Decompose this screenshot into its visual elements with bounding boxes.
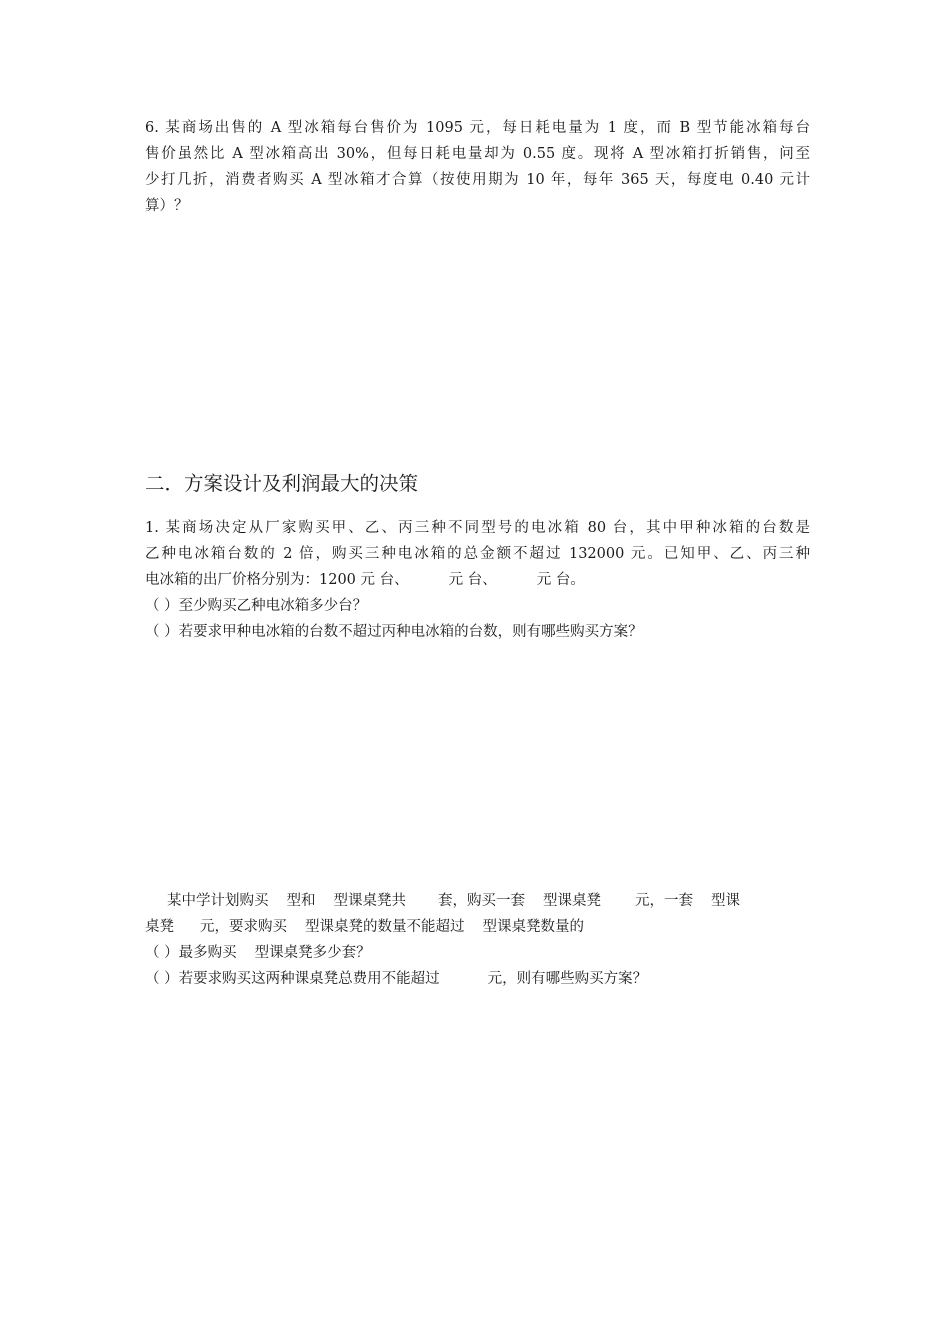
text-run: 型和 bbox=[286, 893, 316, 909]
text-run: （ ）最多购买 bbox=[145, 945, 237, 961]
problem-6-line-4: 算）？ bbox=[145, 198, 189, 214]
text-run: 型课桌凳 bbox=[543, 893, 601, 909]
text-run: 型课桌凳数量的 bbox=[482, 919, 584, 935]
problem-2-line-1 bbox=[145, 888, 810, 914]
problem-1-question-1: （ ）至少购买乙种电冰箱多少台？ bbox=[145, 598, 368, 614]
problem-6-line-1: 6. 某商场出售的 A 型冰箱每台售价为 1095 元，每日耗电量为 1 度，而 B 型节能冰箱每台 bbox=[145, 120, 810, 136]
problem-1-line-2: 乙种电冰箱台数的 2 倍，购买三种电冰箱的总金额不超过 132000 元。已知甲、乙、丙三种 bbox=[145, 546, 810, 562]
problem-1-line-3 bbox=[145, 567, 810, 593]
text-run: 型课 bbox=[711, 893, 740, 909]
problem-6-line-2: 售价虽然比 A 型冰箱高出 30%，但每日耗电量却为 0.55 度。现将 A 型冰箱打折销售，问至 bbox=[145, 146, 810, 162]
text-run: （ ）若要求购买这两种课桌凳总费用不能超过 bbox=[145, 971, 440, 987]
text-run: 套，购买一套 bbox=[438, 893, 525, 909]
problem-2-question-1 bbox=[145, 940, 810, 966]
problem-2 bbox=[145, 888, 810, 992]
text-run: 元，则有哪些购买方案？ bbox=[487, 971, 648, 987]
text-run: 元，要求购买 bbox=[200, 919, 287, 935]
problem-2-line-2 bbox=[145, 914, 810, 940]
problem-1 bbox=[145, 515, 810, 645]
text-run: 型课桌凳的数量不能超过 bbox=[305, 919, 465, 935]
problem-2-question-2 bbox=[145, 966, 810, 992]
section-2-heading: 二．方案设计及利润最大的决策 bbox=[145, 472, 419, 495]
text-run: 型课桌凳多少套？ bbox=[254, 945, 371, 961]
problem-6 bbox=[145, 115, 810, 219]
text-run: 元，一套 bbox=[635, 893, 693, 909]
text-run: 型课桌凳共 bbox=[333, 893, 406, 909]
problem-1-line-3-prefix: 电冰箱的出厂价格分别为：1200 元 台、 bbox=[145, 572, 409, 588]
problem-1-line-3-mid: 元 台、 bbox=[448, 572, 497, 588]
text-run: 某中学计划购买 bbox=[167, 893, 269, 909]
problem-1-line-3-end: 元 台。 bbox=[536, 572, 585, 588]
problem-1-question-2: （ ）若要求甲种电冰箱的台数不超过丙种电冰箱的台数，则有哪些购买方案？ bbox=[145, 624, 643, 640]
problem-6-line-3: 少打几折，消费者购买 A 型冰箱才合算（按使用期为 10 年，每年 365 天，每度电 0.40 元计 bbox=[145, 172, 810, 188]
text-run: 桌凳 bbox=[145, 919, 174, 935]
problem-1-line-1: 1. 某商场决定从厂家购买甲、乙、丙三种不同型号的电冰箱 80 台，其中甲种冰箱的台数是 bbox=[145, 520, 810, 536]
